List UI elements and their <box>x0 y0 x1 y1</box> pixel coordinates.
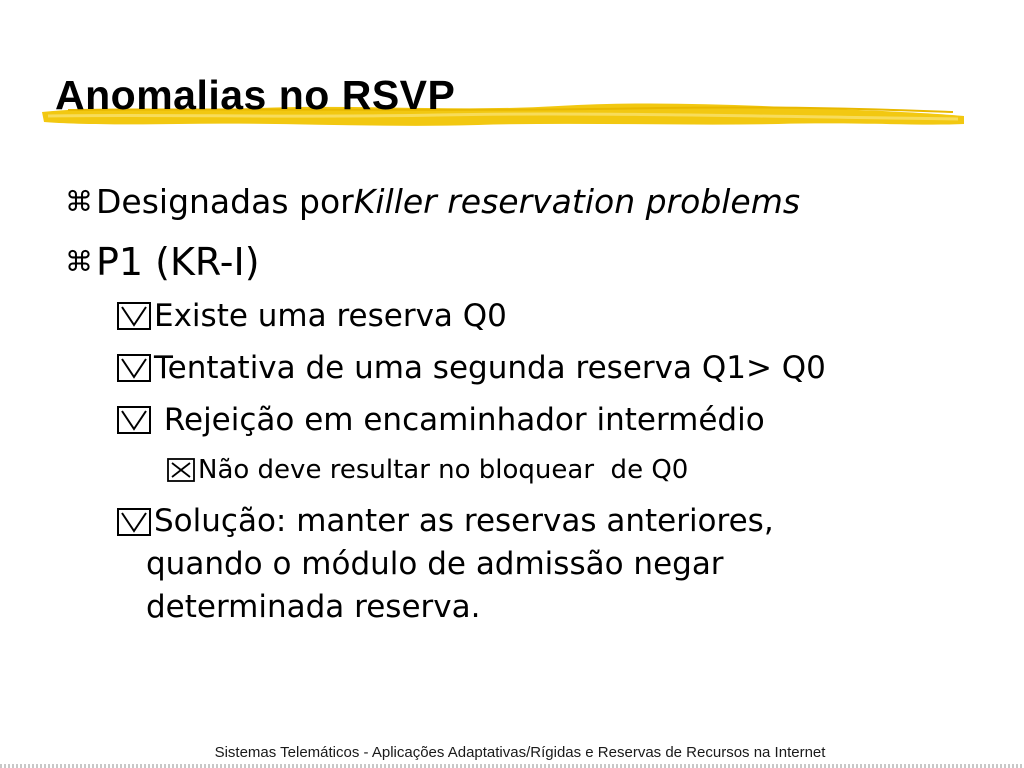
bullet-p1 <box>62 240 260 284</box>
slide-footer: Sistemas Telemáticos - Aplicações Adaptativas/Rígidas e Reservas de Recursos na Internet <box>214 744 826 761</box>
bullet-designadas-emphasis: Killer reservation problems <box>353 182 801 221</box>
bullet-designadas-prefix: Designadas por <box>96 182 354 221</box>
slide-title: Anomalias no RSVP <box>55 72 456 118</box>
checkbox-check-icon <box>116 403 154 437</box>
checkbox-check-icon <box>116 351 154 385</box>
sub-bullet-rejeicao <box>116 400 765 440</box>
sub-bullet-tentativa-label: Tentativa de uma segunda reserva Q1> Q0 <box>154 350 826 386</box>
sub-bullet-existe <box>116 296 507 336</box>
solucao-line-1: Solução: manter as reservas anteriores, <box>154 503 774 539</box>
sub-bullet-existe-label: Existe uma reserva Q0 <box>154 298 507 334</box>
checkbox-check-icon <box>116 505 154 539</box>
sub-sub-bullet-nao-deve <box>166 454 688 486</box>
sub-bullet-rejeicao-label: Rejeição em encaminhador intermédio <box>154 402 765 438</box>
bottom-divider <box>0 764 1024 768</box>
sub-bullet-tentativa <box>116 348 826 388</box>
sub-sub-bullet-nao-deve-label: Não deve resultar no bloquear de Q0 <box>198 455 689 485</box>
solucao-line-2: quando o módulo de admissão negar <box>146 546 724 582</box>
command-icon: ⌘ <box>65 185 93 218</box>
checkbox-check-icon <box>116 299 154 333</box>
bullet-designadas <box>62 182 800 222</box>
checkbox-cross-icon <box>166 456 198 484</box>
command-icon: ⌘ <box>65 245 93 278</box>
solucao-line-3: determinada reserva. <box>146 589 481 625</box>
bullet-p1-label: P1 (KR-I) <box>96 240 260 284</box>
sub-bullet-solucao <box>116 500 916 629</box>
